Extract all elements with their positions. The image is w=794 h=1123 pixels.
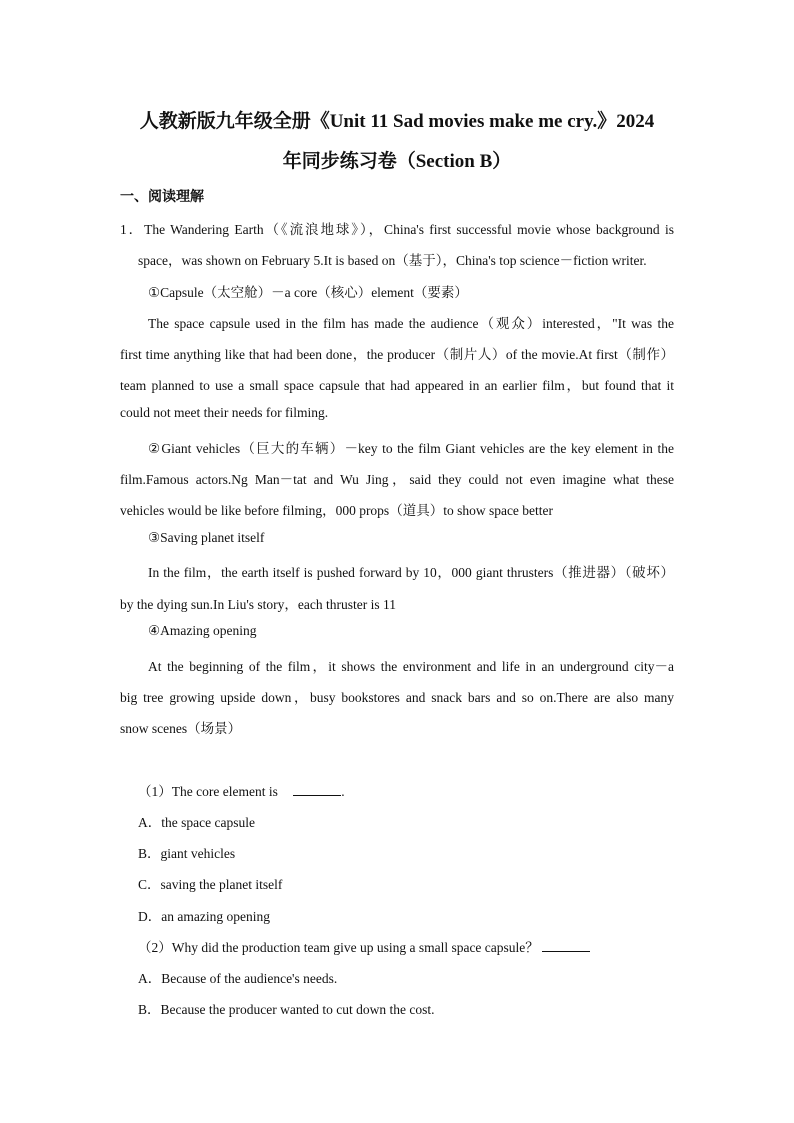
paragraph4-line3: snow scenes（场景） — [120, 721, 242, 736]
option-a[interactable]: A．the space capsule — [138, 815, 255, 830]
answer-blank[interactable] — [293, 783, 341, 796]
sub-question1-end: . — [341, 784, 345, 799]
sub-question1-text: （1）The core element is — [138, 784, 278, 799]
paragraph4-line2: big tree growing upside down，busy bookstores and snack bars and so on.There are also many — [120, 690, 674, 705]
paragraph3-heading: ③Saving planet itself — [148, 530, 265, 545]
paragraph1-line4: could not meet their needs for filming. — [120, 405, 329, 420]
question1-intro-line1: 1．The Wandering Earth（《流浪地球》），China's first successful movie whose background is — [120, 222, 674, 237]
sub-question2-text: （2）Why did the production team give up using a small space capsule？ — [138, 940, 539, 955]
paragraph4-heading: ④Amazing opening — [148, 623, 257, 638]
section-heading: 一、阅读理解 — [120, 190, 204, 205]
paragraph2-line3: vehicles would be like before filming，000 props（道具）to show space better — [120, 503, 554, 518]
sub-question1-stem — [138, 780, 345, 800]
paragraph2-line1: ②Giant vehicles（巨大的车辆）－key to the film Giant vehicles are the key element in the — [148, 441, 674, 456]
answer-blank[interactable] — [542, 939, 590, 952]
option-c[interactable]: C．saving the planet itself — [138, 877, 283, 892]
option-d[interactable]: D．an amazing opening — [138, 909, 270, 924]
option-a[interactable]: A．Because of the audience's needs. — [138, 971, 338, 986]
sub-question2-stem — [138, 936, 590, 956]
paragraph3-line1: In the film，the earth itself is pushed forward by 10，000 giant thrusters（推进器）（破坏） — [148, 565, 674, 580]
page-title-line2: 年同步练习卷（Section B） — [282, 151, 512, 172]
paragraph4-line1: At the beginning of the film，it shows the environment and life in an underground city－a — [148, 659, 674, 674]
question1-intro-line2: space，was shown on February 5.It is based on（基于），China's top science－fiction writer. — [138, 253, 647, 268]
paragraph1-line1: The space capsule used in the film has made the audience（观众）interested，"It was the — [148, 316, 674, 331]
paragraph1-line2: first time anything like that had been done，the producer（制片人）of the movie.At first（制作） — [120, 347, 674, 362]
option-b[interactable]: B．giant vehicles — [138, 846, 236, 861]
paragraph1-line3: team planned to use a small space capsule that had appeared in an earlier film，but found that it — [120, 378, 674, 393]
paragraph2-line2: film.Famous actors.Ng Man－tat and Wu Jing，said they could not even imagine what these — [120, 472, 674, 487]
page-title-line1: 人教新版九年级全册《Unit 11 Sad movies make me cry.》2024 — [139, 111, 655, 132]
paragraph3-line2: by the dying sun.In Liu's story，each thruster is 11 — [120, 597, 397, 612]
paragraph1-heading: ①Capsule（太空舱）－a core（核心）element（要素） — [148, 285, 468, 300]
option-b[interactable]: B．Because the producer wanted to cut down the cost. — [138, 1002, 435, 1017]
